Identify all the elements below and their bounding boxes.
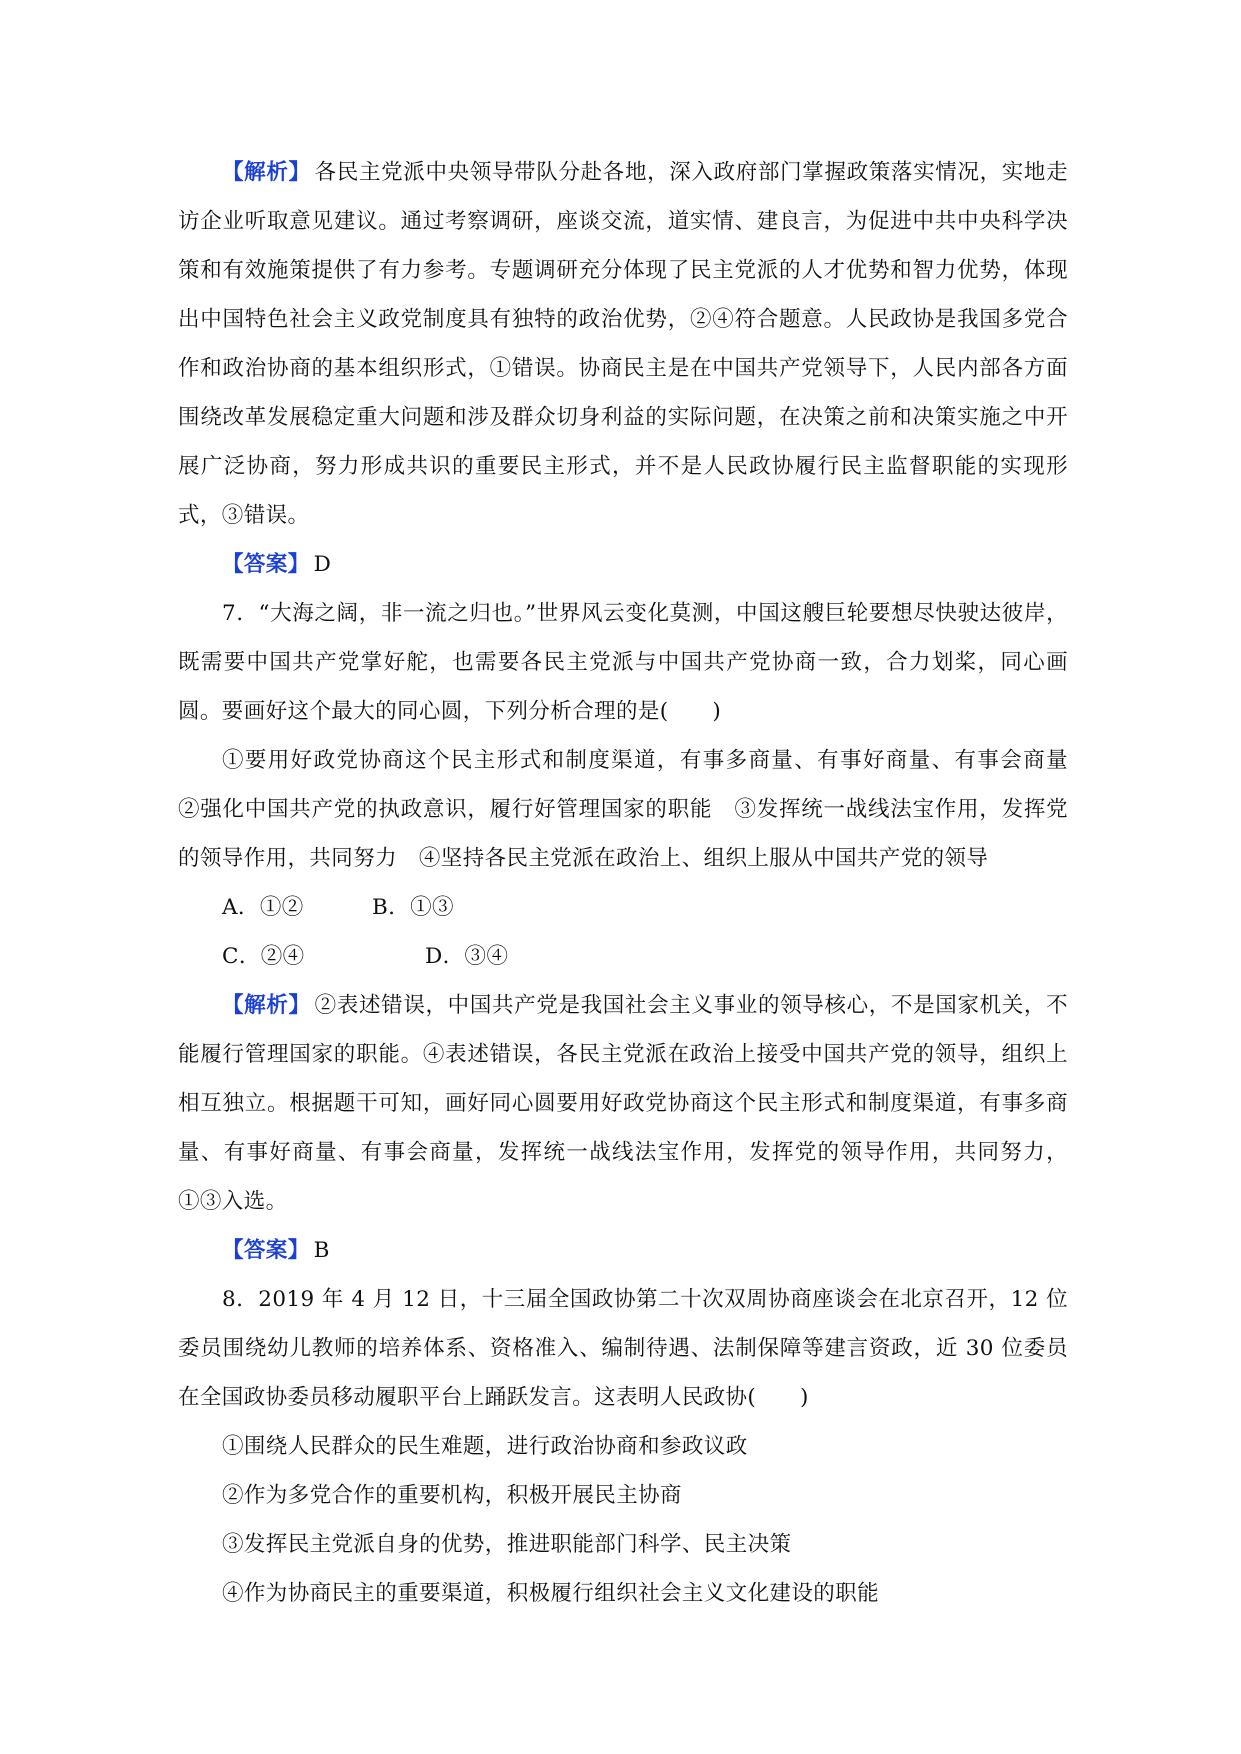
q7-statements: ①要用好政党协商这个民主形式和制度渠道，有事多商量、有事好商量、有事会商量 ②强化中国共产党的执政意识，履行好管理国家的职能 ③发挥统一战线法宝作用，发挥党的领导作用，共同努力 ④坚持各民主党派在政治上、组织上服从中国共产党的领导 (178, 748, 1090, 871)
analysis-text: ②表述错误，中国共产党是我国社会主义事业的领导核心，不是国家机关，不能履行管理国家的职能。④表述错误，各民主党派在政治上接受中国共产党的领导，组织上相互独立。根据题干可知，画好同心圆要用好政党协商这个民主形式和制度渠道，有事多商量、有事好商量、有事会商量，发挥统一战线法宝作用，发挥党的领导作用，共同努力，①③入选。 (178, 993, 1068, 1214)
answer-label: 【答案】 (222, 552, 310, 577)
option-d: D．③④ (425, 944, 509, 969)
option-c: C．②④ (222, 944, 305, 969)
q8-item-2: ②作为多党合作的重要机构，积极开展民主协商 (222, 1483, 682, 1508)
analysis-label: 【解析】 (222, 993, 311, 1018)
answer-label: 【答案】 (222, 1238, 310, 1263)
q8-item-4: ④作为协商民主的重要渠道，积极履行组织社会主义文化建设的职能 (222, 1581, 880, 1606)
document-page (178, 148, 1090, 1618)
q7-analysis (178, 981, 1068, 1226)
q8-item-1: ①围绕人民群众的民生难题，进行政治协商和参政议政 (222, 1434, 748, 1459)
q7-options-row-1 (178, 883, 1068, 932)
option-b: B．①③ (372, 895, 454, 920)
q8-item-3: ③发挥民主党派自身的优势，推进职能部门科学、民主决策 (222, 1532, 792, 1557)
q7-options-row-2 (178, 932, 1068, 981)
q6-analysis (178, 148, 1068, 540)
q8-stem: 8．2019 年 4 月 12 日，十三届全国政协第二十次双周协商座谈会在北京召开，12 位委员围绕幼儿教师的培养体系、资格准入、编制待遇、法制保障等建言资政，近 30 位委员在全国政协委员移动履职平台上踊跃发言。这表明人民政协( ) (178, 1287, 1068, 1410)
analysis-label: 【解析】 (222, 160, 311, 185)
q7-answer (178, 1226, 1068, 1275)
q7-stem: 7．“大海之阔，非一流之归也。”世界风云变化莫测，中国这艘巨轮要想尽快驶达彼岸，既需要中国共产党掌好舵，也需要各民主党派与中国共产党协商一致，合力划桨，同心画圆。要画好这个最大的同心圆，下列分析合理的是( ) (178, 601, 1068, 724)
analysis-text: 各民主党派中央领导带队分赴各地，深入政府部门掌握政策落实情况，实地走访企业听取意见建议。通过考察调研，座谈交流，道实情、建良言，为促进中共中央科学决策和有效施策提供了有力参考。专题调研充分体现了民主党派的人才优势和智力优势，体现出中国特色社会主义政党制度具有独特的政治优势，②④符合题意。人民政协是我国多党合作和政治协商的基本组织形式，①错误。协商民主是在中国共产党领导下，人民内部各方面围绕改革发展稳定重大问题和涉及群众切身利益的实际问题，在决策之前和决策实施之中开展广泛协商，努力形成共识的重要民主形式，并不是人民政协履行民主监督职能的实现形式，③错误。 (178, 160, 1068, 528)
option-a: A．①② (222, 895, 304, 920)
answer-value: B (313, 1238, 330, 1263)
answer-value: D (313, 552, 332, 577)
q6-answer (178, 540, 1068, 589)
